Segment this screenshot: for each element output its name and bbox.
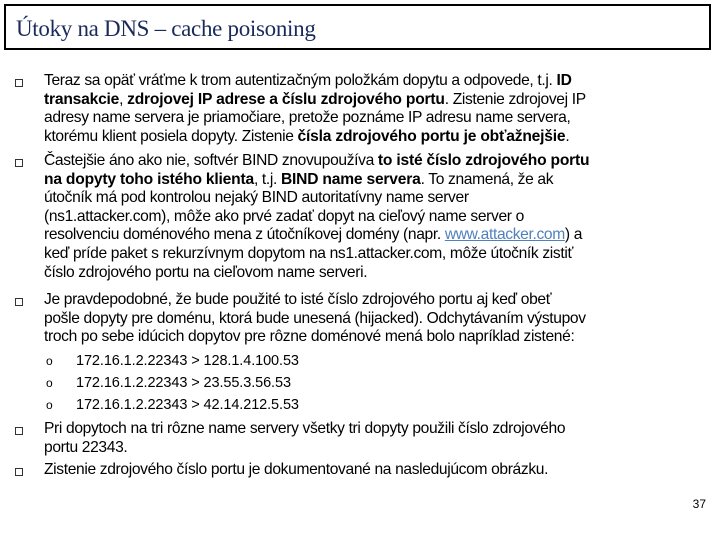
text-run: čísla zdrojového portu je obťažnejšie [297, 127, 566, 145]
text-line [44, 420, 565, 439]
text-run: Zistenie zdrojového číslo portu je dokumentované na nasledujúcom obrázku. [44, 461, 549, 478]
text-run: Pri dopytoch na tri rôzne name servery všetky tri dopyty použili číslo zdrojového [44, 420, 566, 437]
text-run: . [565, 127, 570, 145]
text-line [44, 439, 565, 458]
text-line [44, 328, 586, 347]
text-run: ktorému klient posiela dopyty. Zistenie [44, 127, 298, 145]
sub-bullet-text: 172.16.1.2.22343 > 128.1.4.100.53 [76, 353, 299, 369]
title-box [4, 4, 711, 50]
text-line [44, 264, 589, 283]
text-run: na dopyty toho istého klienta [44, 170, 254, 188]
text-line [44, 152, 589, 171]
link[interactable]: www.attacker.com [444, 226, 565, 244]
text-line [44, 109, 586, 128]
square-bullet-icon [15, 159, 23, 167]
sub-bullet-text: 172.16.1.2.22343 > 23.55.3.56.53 [76, 375, 291, 391]
circle-bullet-icon: o [46, 354, 53, 368]
circle-bullet-icon: o [46, 376, 53, 390]
text-run: ID [556, 72, 572, 89]
text-line [44, 72, 586, 91]
text-run: pošle dopyty pre doménu, ktorá bude unesená (hijacked). Odchytávaním výstupov [44, 309, 586, 327]
text-line [44, 128, 586, 147]
text-run: troch po sebe idúcich dopytov pre rôzne doménové mená bolo napríklad zistené: [44, 328, 575, 346]
circle-bullet-icon: o [46, 398, 53, 412]
text-run: , [119, 90, 128, 108]
square-bullet-icon [15, 298, 23, 306]
square-bullet-icon [15, 468, 23, 476]
text-line [44, 310, 586, 329]
text-run: BIND name servera [280, 170, 421, 188]
text-run: adresy name servera je priamočiare, pretože poznáme IP adresu name servera, [44, 109, 571, 127]
text-line [44, 208, 589, 227]
slide-title: Útoky na DNS – cache poisoning [16, 16, 316, 41]
text-line [44, 245, 589, 264]
text-run: resolvenciu doménového mena z útočníkovej domény (napr. [44, 226, 445, 244]
text-run: Je pravdepodobné, že bude použité to isté číslo zdrojového portu aj keď obeť [44, 291, 552, 308]
text-run: portu 22343. [44, 438, 128, 456]
sub-bullet-item [0, 396, 720, 414]
text-run: zdrojovej IP adrese a číslu zdrojového portu [127, 90, 445, 108]
page-number: 37 [692, 497, 706, 511]
sub-bullet-item [0, 374, 720, 392]
text-run: ) a [564, 226, 583, 244]
sub-bullet-item [0, 352, 720, 370]
text-run: (ns1.attacker.com), môže ako prvé zadať dopyt na cieľový name server o [44, 207, 524, 225]
text-line [44, 171, 589, 190]
text-line [44, 226, 589, 245]
text-run: Teraz sa opäť vráťme k trom autentizačným položkám dopytu a odpovede, t.j. [44, 72, 557, 89]
text-line [44, 189, 589, 208]
text-line [44, 461, 548, 480]
sub-bullet-text: 172.16.1.2.22343 > 42.14.212.5.53 [76, 397, 299, 413]
text-run: . To znamená, že ak [420, 170, 554, 188]
text-run: Častejšie áno ako nie, softvér BIND znovupoužíva [44, 152, 378, 169]
text-line [44, 91, 586, 110]
text-line [44, 291, 586, 310]
text-run: . Zistenie zdrojovej IP [444, 90, 586, 108]
square-bullet-icon [15, 79, 23, 87]
text-run: keď príde paket s rekurzívnym dopytom na ns1.attacker.com, môže útočník zistiť [44, 244, 573, 262]
text-run: to isté číslo zdrojového portu [377, 152, 590, 169]
text-run: , t.j. [253, 170, 281, 188]
text-run: útočník má pod kontrolou nejaký BIND autoritatívny name server [44, 189, 469, 207]
text-run: transakcie [44, 90, 120, 108]
text-run: číslo zdrojového portu na cieľovom name serveri. [44, 263, 368, 281]
square-bullet-icon [15, 427, 23, 435]
